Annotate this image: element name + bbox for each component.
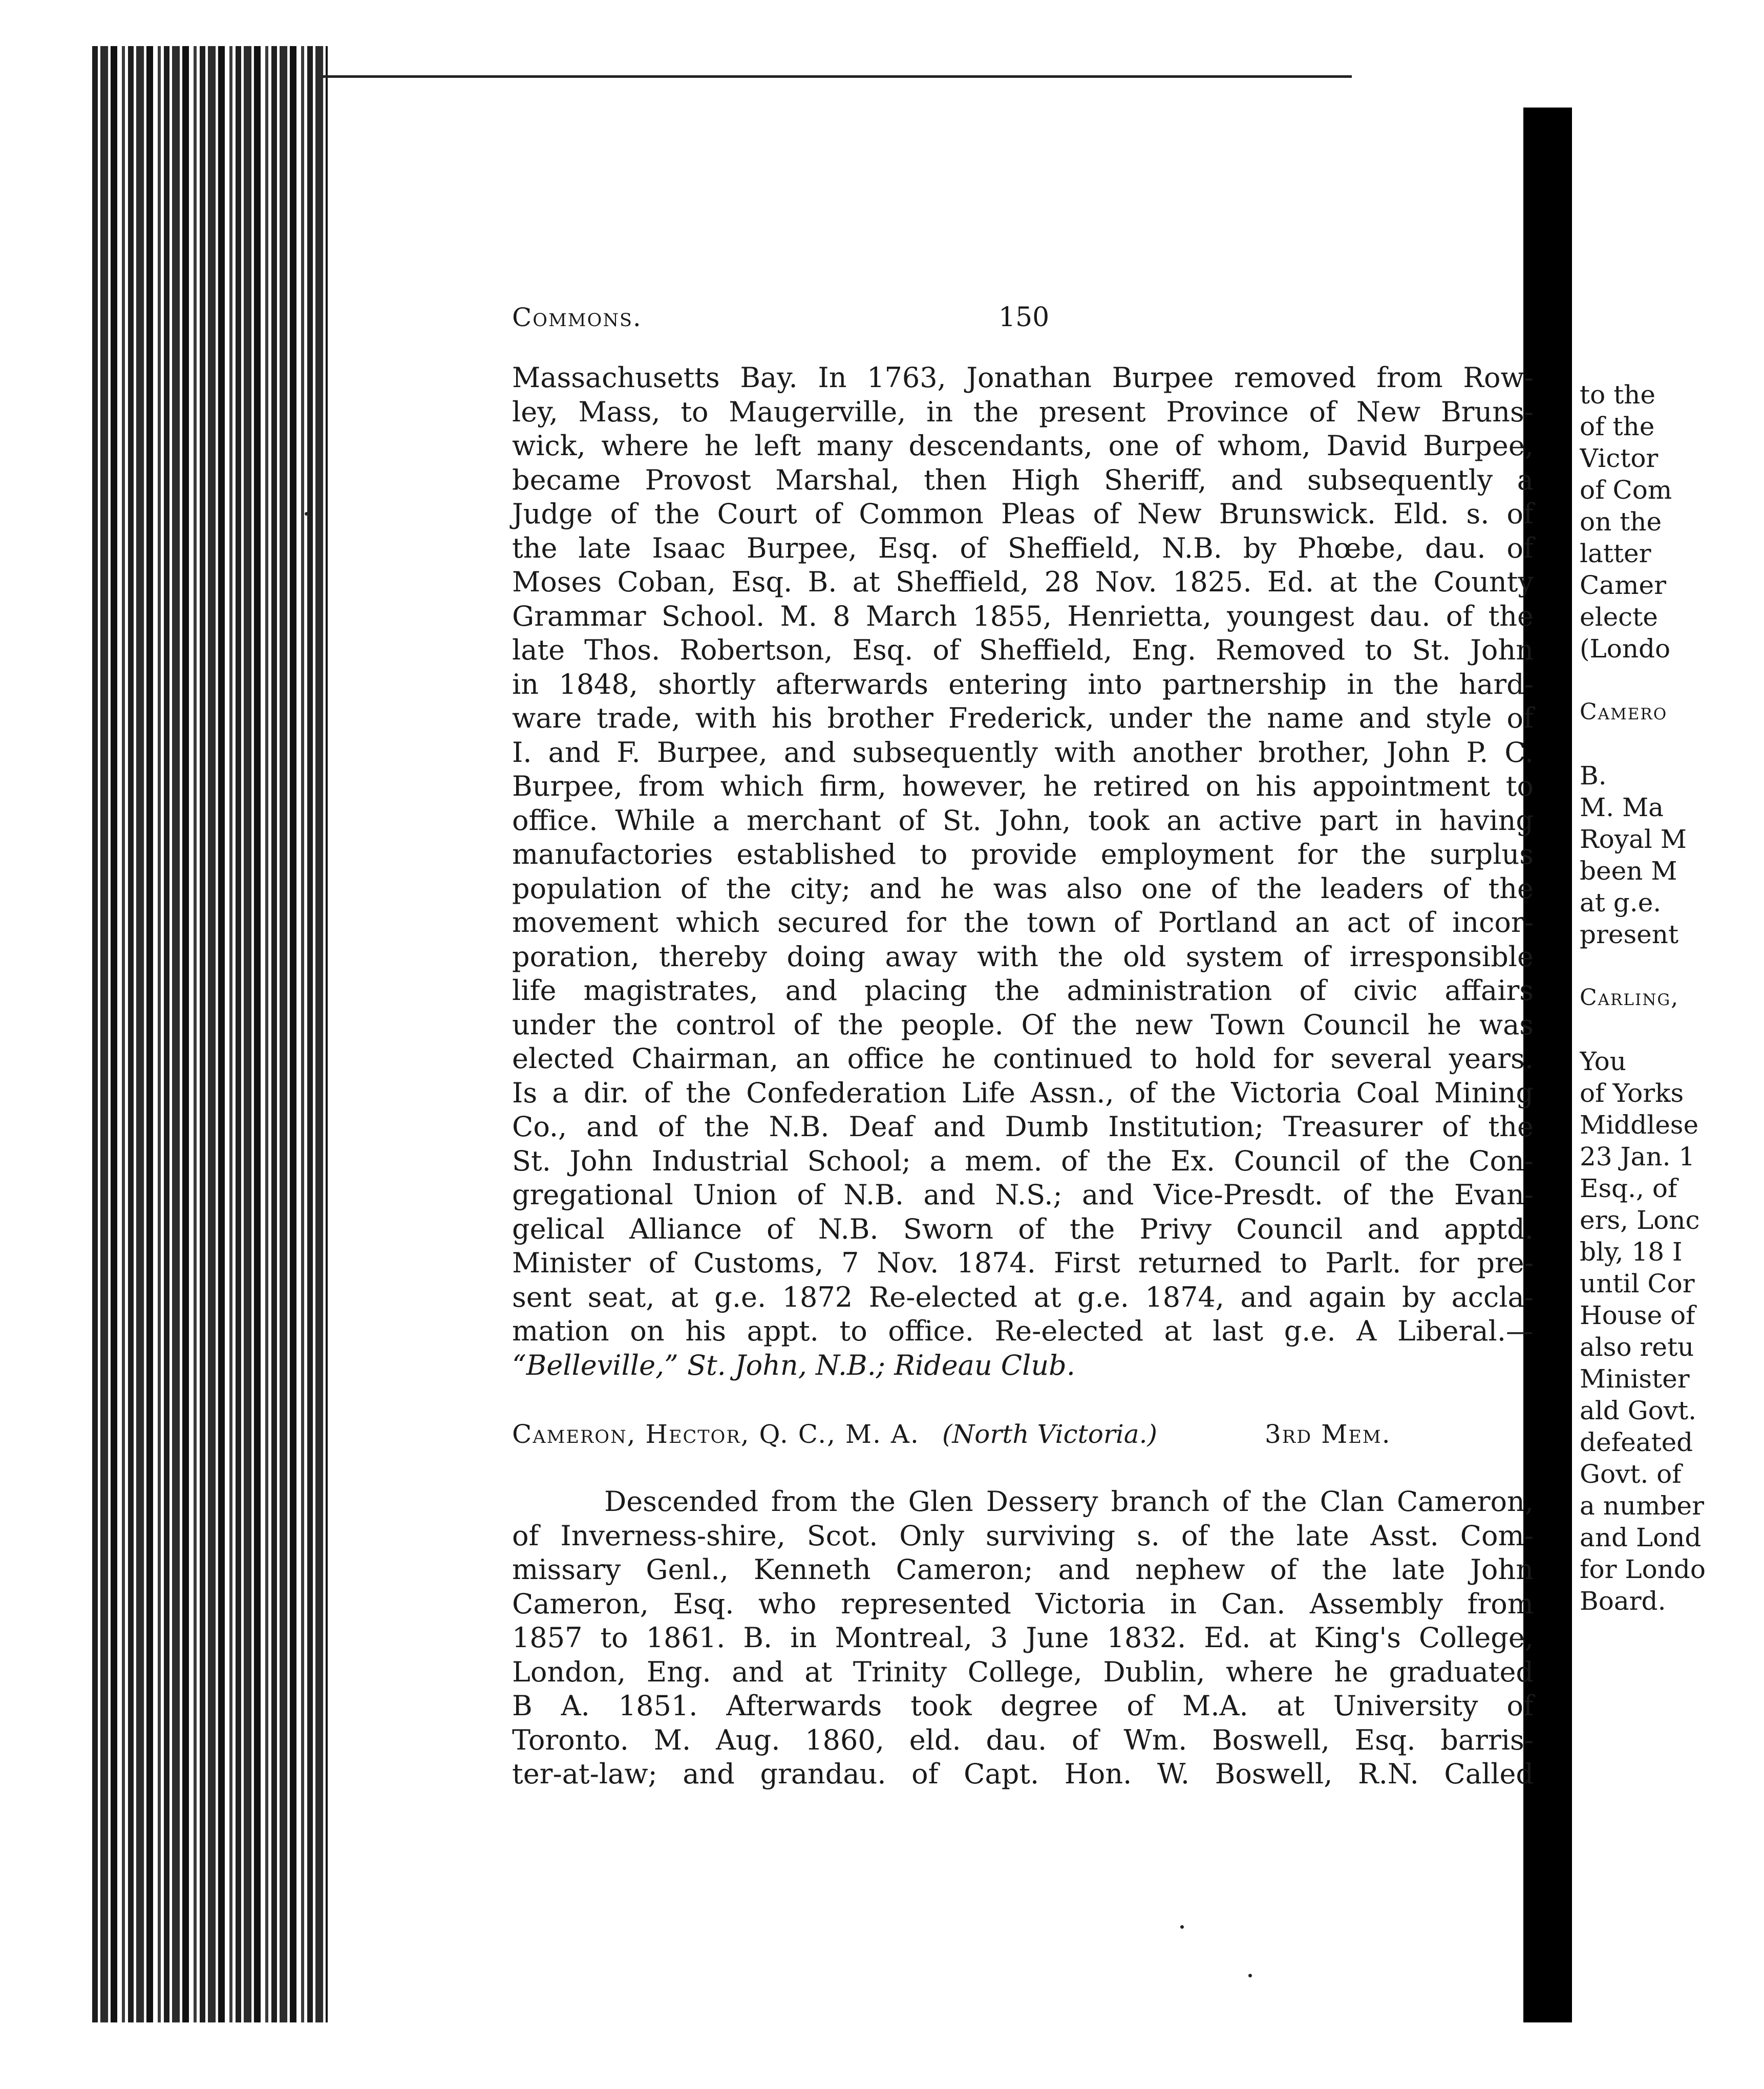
fragment-line: M. Ma xyxy=(1580,793,1664,822)
fragment-line: of Yorks xyxy=(1580,1078,1684,1108)
riding-name: (North Victoria.) xyxy=(942,1419,1157,1449)
fragment-line: Esq., of xyxy=(1580,1174,1677,1203)
member-rank: 3rd Mem. xyxy=(1265,1419,1391,1449)
text-line: gelical Alliance of N.B. Sworn of the Privy Council and apptd. xyxy=(512,1212,1534,1245)
text-line: gregational Union of N.B. and N.S.; and Vice-Presdt. of the Evan- xyxy=(512,1179,1534,1211)
running-head: Commons. xyxy=(512,303,642,332)
fragment-line: of Com xyxy=(1580,475,1672,505)
fragment-line: present xyxy=(1580,920,1679,949)
scanned-book-edge xyxy=(92,46,328,2022)
text-line: Grammar School. M. 8 March 1855, Henrietta, youngest dau. of the xyxy=(512,600,1534,632)
text-line: missary Genl., Kenneth Cameron; and nephew of the late John xyxy=(512,1553,1534,1586)
fragment-line: to the xyxy=(1580,380,1655,410)
text-line: 1857 to 1861. B. in Montreal, 3 June 1832. Ed. at King's College, xyxy=(512,1622,1534,1654)
fragment-line: defeated xyxy=(1580,1427,1693,1457)
fragment-line: latter xyxy=(1580,539,1651,568)
scan-speck xyxy=(1248,1974,1252,1977)
text-line: mation on his appt. to office. Re-elected at last g.e. A Liberal.— xyxy=(512,1315,1534,1347)
text-line: I. and F. Burpee, and subsequently with another brother, John P. C. xyxy=(512,736,1534,769)
entry-cameron-biography xyxy=(512,1485,1534,1792)
fragment-line: until Cor xyxy=(1580,1269,1695,1298)
fragment-line: Royal M xyxy=(1580,824,1687,854)
text-line: Cameron, Esq. who represented Victoria in Can. Assembly from xyxy=(512,1587,1534,1620)
fragment-line: a number xyxy=(1580,1491,1705,1521)
text-line: manufactories established to provide employment for the surplus xyxy=(512,838,1534,870)
fragment-line: for Londo xyxy=(1580,1554,1706,1584)
fragment-line: Middlese xyxy=(1580,1110,1699,1140)
text-line: Descended from the Glen Dessery branch of the Clan Cameron, xyxy=(604,1485,1534,1518)
page-top-edge-line xyxy=(323,75,1352,78)
fragment-line: Camer xyxy=(1580,570,1666,600)
fragment-line: electe xyxy=(1580,602,1658,632)
text-line: ley, Mass, to Maugerville, in the present Province of New Bruns- xyxy=(512,395,1534,428)
text-line: B A. 1851. Afterwards took degree of M.A. at University of xyxy=(512,1690,1534,1722)
fragment-line: Board. xyxy=(1580,1586,1666,1616)
text-line: population of the city; and he was also one of the leaders of the xyxy=(512,872,1534,905)
text-line: Is a dir. of the Confederation Life Assn., of the Victoria Coal Mining xyxy=(512,1076,1534,1109)
member-name: Cameron, Hector, Q. C., M. A. xyxy=(512,1419,920,1449)
text-line: elected Chairman, an office he continued to hold for several years. xyxy=(512,1042,1534,1075)
fragment-line: House of xyxy=(1580,1301,1695,1330)
text-line: sent seat, at g.e. 1872 Re-elected at g.e. 1874, and again by accla- xyxy=(512,1281,1534,1313)
text-line: movement which secured for the town of Portland an act of incor- xyxy=(512,906,1534,939)
fragment-line: and Lond xyxy=(1580,1523,1702,1552)
text-line: under the control of the people. Of the new Town Council he was xyxy=(512,1008,1534,1041)
fragment-line: bly, 18 I xyxy=(1580,1237,1683,1267)
fragment-line: ald Govt. xyxy=(1580,1396,1696,1425)
entry-cameron-heading xyxy=(512,1419,1534,1449)
entry-burpee-address xyxy=(512,1349,1534,1383)
text-line: late Thos. Robertson, Esq. of Sheffield, Eng. Removed to St. John xyxy=(512,634,1534,666)
text-line: poration, thereby doing away with the old system of irresponsible xyxy=(512,940,1534,973)
fragment-line: Govt. of xyxy=(1580,1459,1682,1489)
text-line: London, Eng. and at Trinity College, Dublin, where he graduated xyxy=(512,1655,1534,1688)
scan-speck xyxy=(1180,1925,1184,1929)
fragment-heading: Carling, xyxy=(1580,985,1680,1011)
text-line: of Inverness-shire, Scot. Only surviving s. of the late Asst. Com- xyxy=(512,1519,1534,1552)
fragment-line: Victor xyxy=(1580,443,1659,473)
text-line: Moses Coban, Esq. B. at Sheffield, 28 Nov. 1825. Ed. at the County xyxy=(512,566,1534,598)
text-line: Toronto. M. Aug. 1860, eld. dau. of Wm. Boswell, Esq. barris- xyxy=(512,1723,1534,1756)
page-header xyxy=(512,302,1534,333)
text-line: ter-at-law; and grandau. of Capt. Hon. W. Boswell, R.N. Called xyxy=(512,1758,1534,1790)
text-line: Burpee, from which firm, however, he retired on his appointment to xyxy=(512,770,1534,802)
text-line: ware trade, with his brother Frederick, under the name and style of xyxy=(512,702,1534,734)
fragment-line: 23 Jan. 1 xyxy=(1580,1142,1695,1171)
fragment-line: at g.e. xyxy=(1580,888,1662,918)
main-text-column xyxy=(512,302,1534,1792)
text-line: Massachusetts Bay. In 1763, Jonathan Burpee removed from Row- xyxy=(512,361,1534,394)
scan-speck xyxy=(305,512,308,516)
fragment-line: B. xyxy=(1580,761,1607,791)
fragment-line: ers, Lonc xyxy=(1580,1205,1700,1235)
text-line: St. John Industrial School; a mem. of the Ex. Council of the Con- xyxy=(512,1144,1534,1177)
page-number: 150 xyxy=(998,302,1050,333)
fragment-line: also retu xyxy=(1580,1332,1694,1362)
text-line: in 1848, shortly afterwards entering into partnership in the hard- xyxy=(512,668,1534,700)
text-line: Judge of the Court of Common Pleas of New Brunswick. Eld. s. of xyxy=(512,498,1534,530)
adjacent-page-fragment xyxy=(1580,379,1759,1617)
fragment-line: on the xyxy=(1580,507,1662,537)
text-line: office. While a merchant of St. John, took an active part in having xyxy=(512,804,1534,837)
text-line: wick, where he left many descendants, one of whom, David Burpee, xyxy=(512,430,1534,462)
fragment-heading: Camero xyxy=(1580,699,1668,725)
fragment-line: been M xyxy=(1580,856,1677,886)
text-line: the late Isaac Burpee, Esq. of Sheffield, N.B. by Phœbe, dau. of xyxy=(512,531,1534,564)
fragment-line: Minister xyxy=(1580,1364,1690,1394)
fragment-line: You xyxy=(1580,1047,1626,1076)
text-line: Co., and of the N.B. Deaf and Dumb Institution; Treasurer of the xyxy=(512,1111,1534,1143)
text-line: life magistrates, and placing the administration of civic affairs xyxy=(512,974,1534,1007)
fragment-line: of the xyxy=(1580,412,1655,441)
fragment-line: (Londo xyxy=(1580,634,1671,664)
entry-burpee-biography xyxy=(512,361,1534,1349)
text-line: Minister of Customs, 7 Nov. 1874. First returned to Parlt. for pre- xyxy=(512,1247,1534,1279)
text-line: became Provost Marshal, then High Sheriff, and subsequently a xyxy=(512,463,1534,496)
address-line: “Belleville,” St. John, N.B.; Rideau Club. xyxy=(512,1349,1075,1381)
